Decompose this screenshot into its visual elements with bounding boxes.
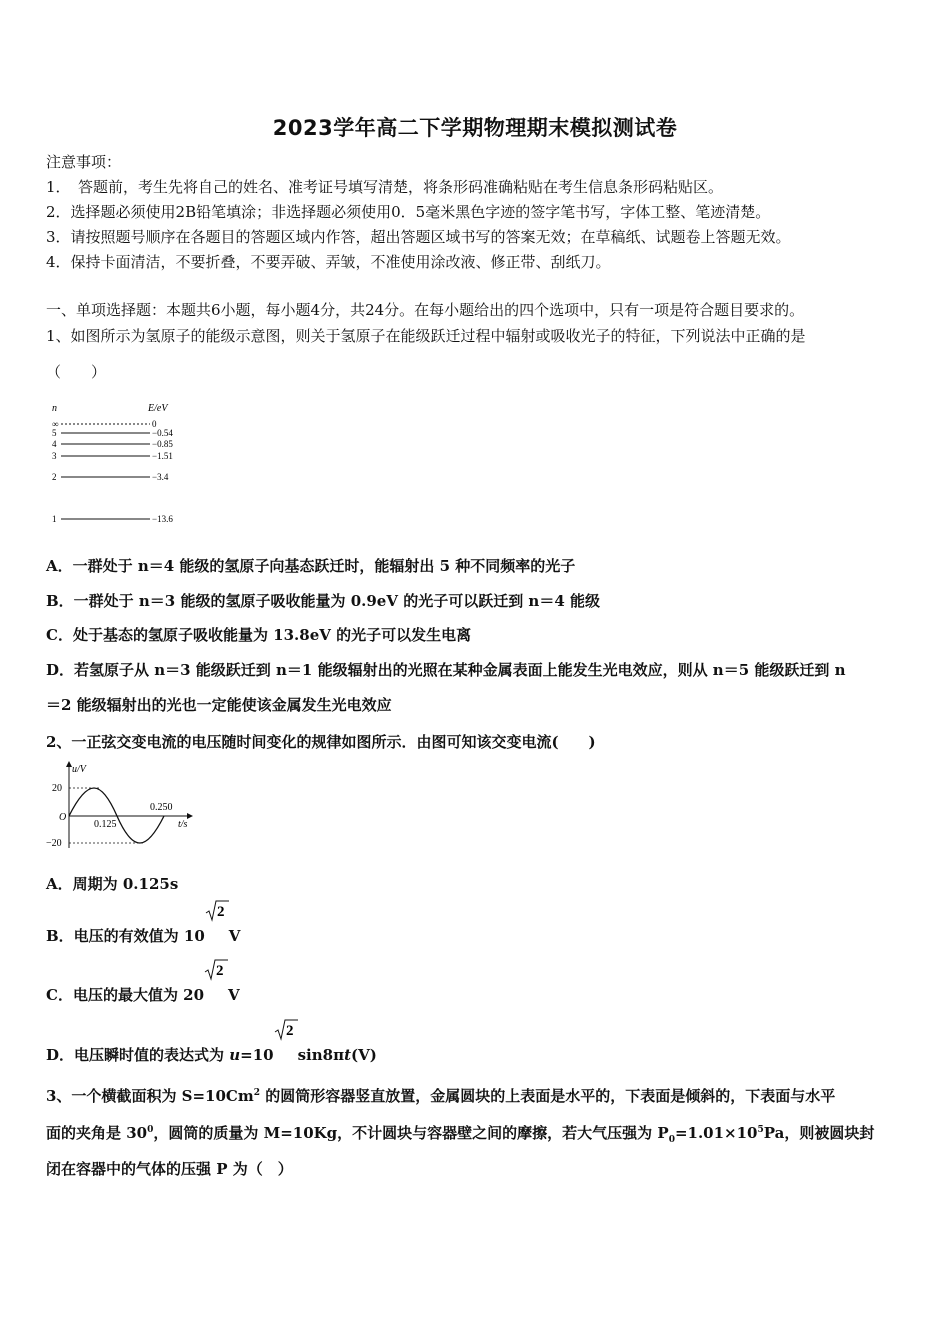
svg-text:2: 2: [216, 963, 224, 979]
q3-l2-sup2: 5: [757, 1125, 764, 1135]
page-title: 2023学年高二下学期物理期末模拟测试卷: [272, 116, 678, 140]
q2-option-c: [46, 963, 240, 1005]
q3-l2-c: =1.01×10: [674, 1124, 758, 1142]
t-mid-label: 0.125: [94, 819, 117, 830]
level-n-3: 3: [52, 451, 57, 461]
svg-text:2: 2: [285, 1023, 294, 1039]
q2-option-c-unit: V: [228, 986, 240, 1004]
q3-l2-a: 面的夹角是 30: [46, 1124, 148, 1142]
q1-paren: （ ）: [46, 363, 107, 381]
level-e-1: −13.6: [152, 514, 173, 524]
level-e-3: −1.51: [152, 451, 173, 461]
notice-item-3: 3．请按照题号顺序在各题目的答题区域内作答，超出答题区域书写的答案无效；在草稿纸、试题卷上答题无效。: [46, 228, 791, 246]
q1-option-c: C．处于基态的氢原子吸收能量为 13.8eV 的光子可以发生电离: [46, 626, 472, 644]
level-n-2: 2: [52, 472, 57, 482]
q2-option-b-text: B．电压的有效值为 10: [46, 927, 205, 945]
svg-text:2: 2: [216, 904, 225, 920]
q3-line-3: 闭在容器中的气体的压强 P 为（ ）: [46, 1160, 293, 1178]
notice-item-4: 4．保持卡面清洁，不要折叠，不要弄破、弄皱，不准使用涂改液、修正带、刮纸刀。: [46, 253, 611, 271]
section-heading: 一、单项选择题：本题共6小题，每小题4分，共24分。在每小题给出的四个选项中，只有一项是符合题目要求的。: [46, 301, 805, 319]
notice-item-2: 2．选择题必须使用2B铅笔填涂；非选择题必须使用0．5毫米黑色字迹的签字笔书写，字体工整、笔迹清楚。: [46, 203, 771, 221]
q3-l1-b: 的圆筒形容器竖直放置，金属圆块的上表面是水平的，下表面是倾斜的，下表面与水平: [260, 1087, 836, 1105]
level-e-inf: 0: [152, 419, 157, 429]
q3-l1-a: 3、一个横截面积为 S=10Cm: [46, 1087, 254, 1105]
level-n-4: 4: [52, 439, 57, 449]
q1-stem: 1、如图所示为氢原子的能级示意图，则关于氢原子在能级跃迁过程中辐射或吸收光子的特征，下列说法中正确的是: [46, 327, 806, 345]
energy-level-diagram: [46, 398, 196, 530]
q1-option-d-line2: ＝2 能级辐射出的光也一定能使该金属发生光电效应: [46, 696, 392, 714]
q2-option-a: A．周期为 0.125s: [46, 875, 179, 893]
q2-option-d-var-t: t: [344, 1046, 351, 1064]
q3-line-1: [46, 1085, 835, 1106]
q1-option-b: B．一群处于 n＝3 能级的氢原子吸收能量为 0.9eV 的光子可以跃迁到 n＝4 能级: [46, 592, 600, 610]
x-axis-label: t/s: [178, 819, 188, 830]
sqrt2-icon: [204, 963, 228, 1002]
q1-option-d-line1: D．若氢原子从 n＝3 能级跃迁到 n＝1 能级辐射出的光照在某种金属表面上能发生光电效应，则从 n＝5 能级跃迁到 n: [46, 661, 846, 679]
q2-option-d-eq: =10: [240, 1046, 274, 1064]
sqrt2-icon: [274, 1023, 298, 1062]
q2-option-b: [46, 904, 241, 946]
q1-option-a: A．一群处于 n＝4 能级的氢原子向基态跃迁时，能辐射出 5 种不同频率的光子: [46, 557, 576, 575]
energy-axis-label: E/eV: [148, 403, 168, 414]
level-n-1: 1: [52, 514, 57, 524]
y-axis-label: u/V: [72, 764, 86, 775]
q2-option-d-text: D．电压瞬时值的表达式为: [46, 1046, 230, 1064]
q2-option-d-sin: sin8π: [297, 1046, 345, 1064]
sqrt2-icon: [205, 904, 229, 943]
y-max-label: 20: [52, 783, 62, 794]
q2-option-b-unit: V: [228, 927, 241, 945]
q3-l2-d: Pa，则被圆块封: [763, 1124, 875, 1142]
q3-l2-sub: 0: [668, 1135, 675, 1145]
origin-label: O: [59, 812, 67, 823]
q3-line-2: [46, 1122, 874, 1143]
q2-stem: 2、一正弦交变电流的电压随时间变化的规律如图所示．由图可知该交变电流( ): [46, 733, 596, 751]
n-axis-label: n: [52, 403, 57, 414]
level-e-4: −0.85: [152, 439, 173, 449]
level-n-5: 5: [52, 428, 57, 438]
q2-option-d: [46, 1023, 377, 1065]
notice-item-1: 1． 答题前，考生先将自己的姓名、准考证号填写清楚，将条形码准确粘贴在考生信息条形码粘贴区。: [46, 178, 724, 196]
notice-heading: 注意事项：: [46, 153, 122, 171]
q2-option-c-text: C．电压的最大值为 20: [46, 986, 205, 1004]
q3-l1-sup: 2: [253, 1088, 261, 1098]
y-min-label: −20: [46, 838, 62, 849]
voltage-time-graph: [44, 760, 196, 852]
level-e-5: −0.54: [152, 428, 173, 438]
t-end-label: 0.250: [150, 802, 173, 813]
level-n-inf: ∞: [52, 419, 59, 429]
q3-l2-sup: 0: [147, 1125, 154, 1135]
level-e-2: −3.4: [152, 472, 169, 482]
q2-option-d-var-u: u: [229, 1046, 241, 1064]
q2-option-d-unit: (V): [351, 1046, 377, 1064]
q3-l2-b: ，圆筒的质量为 M=10Kg，不计圆块与容器壁之间的摩擦，若大气压强为 P: [153, 1124, 669, 1142]
